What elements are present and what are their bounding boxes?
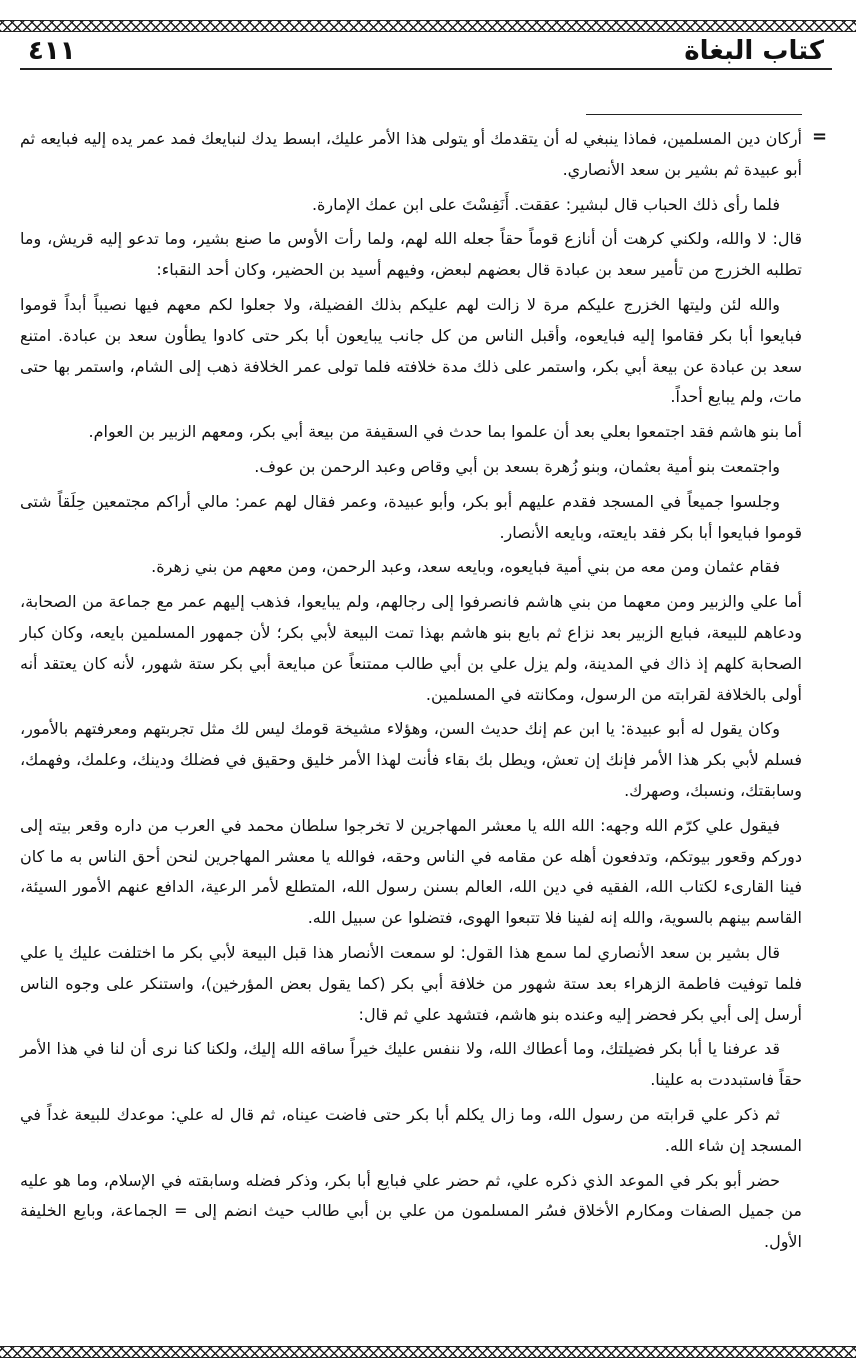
paragraph-13: قد عرفنا يا أبا بكر فضيلتك، وما أعطاك الله، ولا ننفس عليك خيراً ساقه الله إليك، ولكنا كنا نرى أن لنا في هذا الأمر حقاً فاستبددت به علينا.: [20, 1039, 802, 1090]
paragraph-4: والله لئن وليتها الخزرج عليكم مرة لا زالت لهم عليكم بذلك الفضيلة، ولا جعلوا لكم معهم فيها نصيباً أبداً قوموا فبايعوا أبا بكر فقاموا إليه فبايعوه، وأقبل الناس من كل جانب يبايعون أبا بكر حتى كادوا يطأون سعد بن عبادة. امتنع سعد بن عبادة عن بيعة أبي بكر، واستمر على ذلك مدة خلافته فلما تولى عمر الخلافة ذهب إلى الشام، واستمر بها حتى مات، ولم يبايع أحداً.: [20, 294, 802, 407]
continuation-mark: =: [812, 126, 828, 147]
paragraph-10: وكان يقول له أبو عبيدة: يا ابن عم إنك حديث السن، وهؤلاء مشيخة قومك ليس لك مثل تجربتهم ومعرفتهم بالأمور، فسلم لأبي بكر هذا الأمر فإنك إن تعش، ويطل بك بقاء فأنت لهذا الأمر خليق وحقيق في فضلك ودينك، وعلمك، وفهمك، وسابقتك، ونسبك، وصهرك.: [20, 719, 802, 800]
paragraph-6: واجتمعت بنو أمية بعثمان، وبنو زُهرة بسعد بن أبي وقاص وعبد الرحمن بن عوف.: [254, 456, 780, 476]
paragraph-7: وجلسوا جميعاً في المسجد فقدم عليهم أبو بكر، وأبو عبيدة، وعمر فقال لهم عمر: مالي أراكم مجتمعين حِلَقاً شتى قوموا فبايعوا أبا بكر فقد بايعته، وبايعه الأنصار.: [20, 491, 802, 542]
paragraph-11: فيقول علي كرّم الله وجهه: الله الله يا معشر المهاجرين لا تخرجوا سلطان محمد في العرب من داره وقعر بيته إلى دوركم وقعور بيوتكم، وتدفعون أهله عن مقامه في الناس وحقه، فوالله يا معشر المهاجرين لنحن أحق الناس به ما كان فينا القارىء لكتاب الله، الفقيه في دين الله، العالم بسنن رسول الله، المتطلع لأمر الرعية، الدافع عنهم الأمور السيئة، القاسم بينهم بالسوية، والله إنه لفينا فلا تتبعوا الهوى، فتضلوا عن سبيل الله.: [20, 815, 802, 928]
footnote-separator: [586, 114, 802, 115]
paragraph-12: قال بشير بن سعد الأنصاري لما سمع هذا القول: لو سمعت الأنصار هذا قبل البيعة لأبي بكر ما اختلفت عليك يا علي فلما توفيت فاطمة الزهراء بعد ستة شهور من خلافة أبي بكر (كما يقول بعض المؤرخين)، واستنكر على وجوه الناس أرسل إلى أبي بكر فحضر إليه وعنده بنو هاشم، فتشهد علي ثم قال:: [20, 942, 802, 1024]
paragraph-14: ثم ذكر علي قرابته من رسول الله، وما زال يكلم أبا بكر حتى فاضت عيناه، ثم قال له علي: موعدك للبيعة غداً في المسجد إن شاء الله.: [20, 1104, 802, 1155]
paragraph-5: أما بنو هاشم فقد اجتمعوا بعلي بعد أن علموا بما حدث في السقيفة من بيعة أبي بكر، ومعهم الزبير بن العوام.: [88, 422, 802, 442]
paragraph-9: أما علي والزبير ومن معهما من بني هاشم فانصرفوا إلى رجالهم، ولم يبايعوا، فذهب إليهم عمر مع جماعة من الصحابة، ودعاهم للبيعة، فبايع الزبير بعد نزاع ثم بايع بنو هاشم بهذا تمت البيعة لأبي بكر؛ لأن جمهور المسلمين بايعه، وكان كبار الصحابة كلهم إذ ذاك في المدينة، ولم يزل علي بن أبي طالب ممتنعاً عن مبايعة أبي بكر ستة شهور، لأنه كان يعتقد أنه أولى بالخلافة لقرابته من الرسول، ومكانته في المسلمين.: [20, 592, 802, 704]
decorative-border-top: [0, 20, 856, 32]
paragraph-1: أركان دين المسلمين، فماذا ينبغي له أن يتقدمك أو يتولى هذا الأمر عليك، ابسط يدك لنبايعك فمد عمر يده إليه فبايعه ثم أبو عبيدة ثم بشير بن سعد الأنصاري.: [20, 129, 802, 179]
page-header: [20, 36, 832, 70]
paragraph-3: قال: لا والله، ولكني كرهت أن أنازع قوماً حقاً جعله الله لهم، ولما رأت الأوس ما صنع بشير، وما تدعو إليه قريش، وما تطلبه الخزرج من تأمير سعد بن عبادة قال بعضهم لبعض، وفيهم أسيد بن الحضير، وكان أحد النقباء:: [20, 229, 802, 280]
paragraph-2: فلما رأى ذلك الحباب قال لبشير: عققت. أَنَفِسْتَ على ابن عمك الإمارة.: [311, 194, 780, 214]
paragraph-15: حضر أبو بكر في الموعد الذي ذكره علي، ثم حضر علي فبايع أبا بكر، وذكر فضله وسابقته في الإسلام، وما هو عليه من جميل الصفات ومكارم الأخلاق فسُر المسلمون من علي بن أبي طالب حيث انضم إلى = الجماعة، وبايع الخليفة الأول.: [20, 1170, 802, 1252]
paragraph-8: فقام عثمان ومن معه من بني أمية فبايعوه، وبايعه سعد، وعبد الرحمن، ومن معهم من بني زهرة.: [151, 557, 780, 577]
decorative-border-bottom: [0, 1346, 856, 1358]
footnote-body: [20, 124, 802, 1262]
book-title: كتاب البغاة: [684, 36, 824, 66]
page-number: ٤١١: [28, 36, 76, 66]
